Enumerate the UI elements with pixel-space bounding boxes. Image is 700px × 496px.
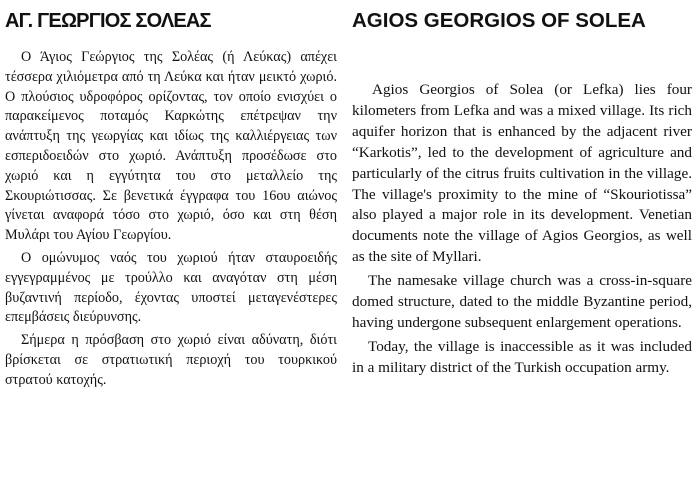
greek-title: ΑΓ. ΓΕΩΡΓΙΟΣ ΣΟΛΕΑΣ bbox=[5, 10, 211, 32]
english-paragraph: Agios Georgios of Solea (or Lefka) lies four kilometers from Lefka and was a mixed village. Its rich aquifer horizon that is enhanced by the adjacent river “Karkotis”, led to the development of agriculture and particularly of the citrus fruits cultivation in the village. The village's proximity to the mine of “Skouriotissa” also played a major role in its development. Venetian documents note the village of Agios Georgios, as well as the site of Myllari. bbox=[352, 81, 692, 266]
greek-body bbox=[5, 48, 337, 394]
greek-paragraph: Ο ομώνυμος ναός του χωριού ήταν σταυροειδής εγγεγραμμένος με τρούλλο και αναγόταν στη μέση βυζαντινή περίοδο, έχοντας υποστεί μεταγενέστερες επεμβάσεις διεύρυνσης. bbox=[5, 249, 337, 326]
english-paragraph: Today, the village is inaccessible as it was included in a military district of the Turkish occupation army. bbox=[352, 337, 692, 376]
english-title: AGIOS GEORGIOS OF SOLEA bbox=[352, 9, 646, 32]
english-paragraph: The namesake village church was a cross-in-square domed structure, dated to the middle Byzantine period, having undergone subsequent enlargement operations. bbox=[352, 272, 692, 331]
greek-paragraph: Ο Άγιος Γεώργιος της Σολέας (ή Λεύκας) απέχει τέσσερα χιλιόμετρα από τη Λεύκα και ήταν μεικτό χωριό. Ο πλούσιος υδροφόρος ορίζοντας, τον οποίο ενισχύει ο παρακείμενος ποταμός Καρκώτης επέτρεψαν την ανάπτυξη της γεωργίας και ιδίως της καλλιέργειας των εσπεριδοειδών στο χωριό. Ανάπτυξη προσέδωσε στο χωριό και η εγγύτητα του στο μεταλλείο της Σκουριώτισσας. Σε βενετικά έγγραφα του 16ου αιώνος γίνεται αναφορά τόσο στο χωριό, όσο και στη θέση Μυλάρι του Αγίου Γεωργίου. bbox=[5, 49, 337, 244]
english-body bbox=[352, 80, 692, 382]
greek-paragraph: Σήμερα η πρόσβαση στο χωριό είναι αδύνατη, διότι βρίσκεται σε στρατιωτική περιοχή του τουρκικού στρατού κατοχής. bbox=[5, 332, 337, 388]
